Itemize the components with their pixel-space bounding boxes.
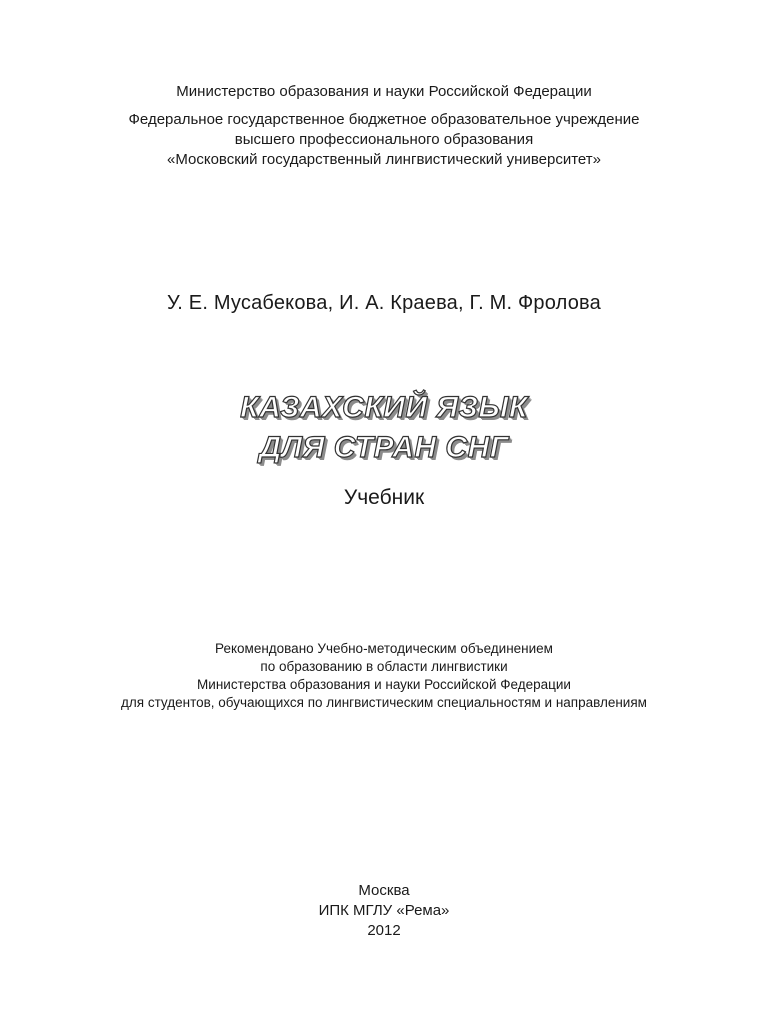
recommendation-block (0, 640, 768, 712)
imprint-city: Москва (358, 882, 410, 899)
imprint-block (0, 881, 768, 941)
authors: У. Е. Мусабекова, И. А. Краева, Г. М. Фролова (167, 292, 601, 314)
book-title-line-1: КАЗАХСКИЙ ЯЗЫК (240, 391, 528, 424)
recommendation-line-3: Министерства образования и науки Российской Федерации (197, 677, 571, 692)
institution-line-1: Федеральное государственное бюджетное образовательное учреждение (128, 111, 640, 128)
institution-line-3: «Московский государственный лингвистический университет» (167, 151, 601, 168)
recommendation-line-1: Рекомендовано Учебно-методическим объединением (215, 641, 553, 656)
ministry-name: Министерство образования и науки Российской Федерации (176, 83, 592, 100)
imprint-publisher: ИПК МГЛУ «Рема» (318, 902, 450, 919)
book-title-line-2: ДЛЯ СТРАН СНГ (259, 431, 509, 464)
institution-line-2: высшего профессионального образования (234, 131, 534, 148)
recommendation-line-2: по образованию в области лингвистики (260, 659, 508, 674)
header-block (0, 82, 768, 170)
book-subtitle: Учебник (343, 486, 425, 509)
imprint-year: 2012 (367, 922, 401, 939)
header-gap (0, 102, 768, 110)
book-title (0, 388, 768, 468)
recommendation-line-4: для студентов, обучающихся по лингвистическим специальностям и направлениям (121, 695, 647, 710)
